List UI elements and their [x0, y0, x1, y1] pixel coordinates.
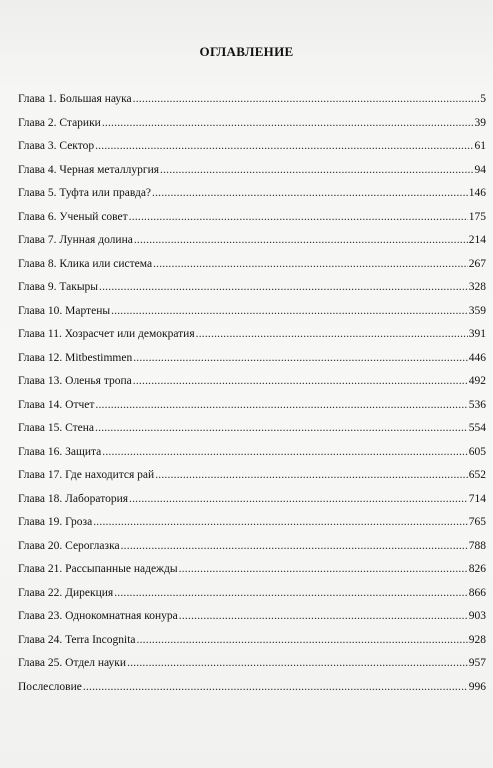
- toc-entry-label: Глава 23. Однокомнатная конура: [18, 610, 178, 622]
- toc-entry-label: Глава 16. Защита: [18, 445, 102, 458]
- toc-entry: [18, 304, 486, 328]
- toc-leader-dots: [99, 280, 468, 294]
- toc-entry: [18, 586, 486, 610]
- toc-entry-page-number: 605: [468, 445, 486, 458]
- toc-entry-label: Глава 11. Хозрасчет или демократия: [18, 328, 195, 340]
- toc-entry-page-number: 61: [474, 140, 486, 152]
- toc-leader-dots: [93, 515, 468, 529]
- toc-leader-dots: [160, 163, 473, 177]
- toc-entry: [18, 656, 486, 680]
- toc-entry-page-number: 996: [468, 680, 486, 693]
- toc-leader-dots: [137, 633, 468, 647]
- toc-entry-label: Глава 4. Черная металлургия: [18, 163, 160, 176]
- toc-leader-dots: [155, 468, 468, 482]
- toc-leader-dots: [134, 233, 468, 247]
- toc-entry: [18, 186, 486, 210]
- toc-entry-label: Глава 17. Где находится рай: [18, 469, 155, 481]
- toc-entry-page-number: 928: [468, 633, 486, 646]
- toc-entry: [18, 515, 486, 539]
- toc-entry-page-number: 5: [480, 93, 486, 105]
- toc-leader-dots: [153, 257, 468, 271]
- toc-entry-page-number: 328: [468, 281, 486, 293]
- toc-entry: [18, 163, 486, 187]
- toc-entry-page-number: 267: [468, 257, 486, 270]
- toc-entry-page-number: 446: [468, 351, 486, 364]
- toc-leader-dots: [121, 539, 468, 553]
- toc-leader-dots: [102, 116, 474, 130]
- page-title: ОГЛАВЛЕНИЕ: [199, 44, 294, 59]
- toc-entry: [18, 421, 486, 445]
- toc-leader-dots: [102, 445, 467, 459]
- toc-entry: [18, 609, 486, 633]
- toc-entry-page-number: 492: [468, 375, 486, 387]
- toc-entry-label: Послесловие: [18, 680, 82, 693]
- toc-entry-label: Глава 6. Ученый совет: [18, 210, 128, 223]
- toc-entry-label: Глава 12. Mitbestimmen: [18, 351, 133, 364]
- toc-entry: [18, 633, 486, 657]
- toc-leader-dots: [152, 186, 468, 200]
- toc-leader-dots: [179, 609, 468, 623]
- toc-entry: [18, 327, 486, 351]
- toc-entry-page-number: 214: [468, 234, 486, 246]
- toc-entry-label: Глава 20. Сероглазка: [18, 539, 120, 552]
- toc-entry-page-number: 903: [468, 610, 486, 622]
- toc-entry: [18, 492, 486, 516]
- toc-entry-page-number: 765: [468, 516, 486, 528]
- toc-entry-label: Глава 18. Лаборатория: [18, 492, 129, 505]
- toc-entry-page-number: 39: [474, 116, 486, 129]
- toc-entry-label: Глава 7. Лунная долина: [18, 234, 133, 246]
- toc-entry-page-number: 175: [468, 210, 486, 223]
- toc-entry-label: Глава 22. Дирекция: [18, 586, 114, 599]
- toc-leader-dots: [127, 656, 468, 670]
- toc-entry: [18, 210, 486, 234]
- toc-entry: [18, 116, 486, 140]
- toc-entry: [18, 468, 486, 492]
- toc-entry-label: Глава 24. Terra Incognita: [18, 633, 136, 646]
- toc-entry-label: Глава 2. Старики: [18, 116, 101, 129]
- toc-entry-label: Глава 13. Оленья тропа: [18, 375, 132, 387]
- toc-entry-page-number: 391: [468, 328, 486, 340]
- toc-entry: [18, 562, 486, 586]
- toc-entry-label: Глава 10. Мартены: [18, 304, 111, 317]
- toc-leader-dots: [129, 210, 468, 224]
- toc-entry: [18, 680, 486, 704]
- toc-entry-label: Глава 14. Отчет: [18, 398, 95, 411]
- toc-leader-dots: [114, 586, 468, 600]
- toc-entry-page-number: 536: [468, 398, 486, 411]
- toc-entry-label: Глава 3. Сектор: [18, 140, 95, 152]
- toc-entry-page-number: 94: [474, 163, 486, 176]
- toc-leader-dots: [133, 92, 480, 106]
- toc-entry-page-number: 826: [468, 563, 486, 575]
- toc-entry: [18, 445, 486, 469]
- toc-entry: [18, 139, 486, 163]
- toc-entry-label: Глава 21. Рассыпанные надежды: [18, 563, 178, 575]
- toc-entry-page-number: 652: [468, 469, 486, 481]
- toc-entry-page-number: 866: [468, 586, 486, 599]
- toc-entry-page-number: 146: [468, 187, 486, 199]
- toc-entry: [18, 539, 486, 563]
- toc-entry: [18, 398, 486, 422]
- toc-entry: [18, 233, 486, 257]
- toc-entry: [18, 92, 486, 116]
- toc-entry: [18, 351, 486, 375]
- toc-entry-label: Глава 25. Отдел науки: [18, 657, 127, 669]
- toc-leader-dots: [95, 139, 473, 153]
- toc-entry-label: Глава 19. Гроза: [18, 516, 93, 528]
- toc-leader-dots: [196, 327, 468, 341]
- table-of-contents: [18, 92, 486, 703]
- toc-leader-dots: [83, 680, 468, 694]
- toc-entry-label: Глава 15. Стена: [18, 422, 95, 434]
- toc-leader-dots: [95, 421, 468, 435]
- toc-leader-dots: [111, 304, 468, 318]
- toc-entry-label: Глава 9. Такыры: [18, 281, 99, 293]
- toc-leader-dots: [133, 351, 468, 365]
- toc-leader-dots: [179, 562, 468, 576]
- toc-entry: [18, 280, 486, 304]
- toc-entry: [18, 374, 486, 398]
- toc-entry: [18, 257, 486, 281]
- toc-entry-page-number: 788: [468, 539, 486, 552]
- toc-entry-label: Глава 1. Большая наука: [18, 93, 132, 105]
- toc-entry-page-number: 359: [468, 304, 486, 317]
- toc-leader-dots: [95, 398, 467, 412]
- toc-entry-page-number: 554: [468, 422, 486, 434]
- toc-entry-label: Глава 5. Туфта или правда?: [18, 187, 152, 199]
- toc-entry-page-number: 714: [468, 492, 486, 505]
- toc-entry-page-number: 957: [468, 657, 486, 669]
- toc-leader-dots: [133, 374, 468, 388]
- toc-entry-label: Глава 8. Клика или система: [18, 257, 153, 270]
- toc-leader-dots: [129, 492, 468, 506]
